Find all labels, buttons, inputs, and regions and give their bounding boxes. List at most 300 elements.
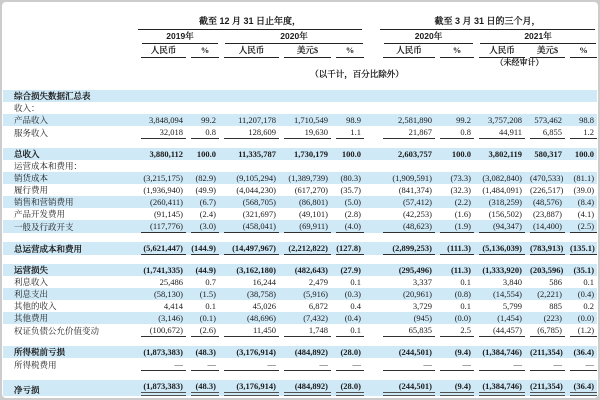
cell-value (474, 102, 525, 114)
table-row (3, 276, 597, 288)
cell-value (331, 90, 364, 102)
cell-value: (484,892) (294, 347, 328, 357)
cell-value: (211,354) (525, 380, 565, 396)
cell-value: (94,347) (474, 220, 525, 233)
cell-value: 3,802,119 (488, 149, 523, 159)
row-label: 利息支出 (14, 289, 49, 299)
group-gap (364, 380, 378, 396)
cell-value: (35.1) (573, 265, 595, 275)
cell-value: (1,384,746) (474, 380, 525, 396)
cell-value: (44,457) (474, 324, 525, 337)
cell-value: (1.5) (199, 289, 216, 299)
cell-value: 98.8 (579, 115, 595, 125)
spacer-row (3, 255, 597, 264)
row-label: 净亏损 (14, 385, 40, 395)
col-pct-2020: % (331, 44, 364, 58)
col-usd-2021q: 美元$ (525, 44, 565, 58)
table-row (3, 380, 597, 396)
col-pct-2019: % (186, 44, 219, 58)
cell-value: (223) (543, 313, 563, 323)
cell-value: 3,880,112 (149, 149, 183, 159)
cell-value: (6.7) (199, 197, 216, 207)
cell-value: 0.8 (435, 126, 474, 139)
cell-value: (49.9) (195, 185, 216, 195)
cell-value: (226,517) (530, 185, 564, 195)
cell-value: (841,374) (398, 185, 433, 195)
cell-value (565, 102, 597, 114)
cell-value: (81.1) (573, 173, 595, 183)
table-row (3, 220, 597, 233)
cell-value (279, 102, 331, 114)
group-gap (364, 196, 378, 208)
cell-value: (1,384,746) (482, 347, 523, 357)
cell-value: (39.0) (573, 185, 595, 195)
cell-value: (27.9) (340, 265, 362, 275)
cell-value: (5,916) (303, 289, 328, 299)
unaudited-note: （未经审计） (495, 58, 544, 67)
row-label: 利息收入 (14, 277, 49, 287)
cell-value: (8.4) (577, 197, 595, 207)
table-row (3, 358, 597, 371)
cell-value: 573,462 (534, 115, 563, 125)
cell-value (474, 160, 525, 172)
cell-value: 100.0 (574, 149, 595, 159)
cell-value: (5,136,039) (474, 242, 525, 255)
cell-value: (260,411) (150, 197, 183, 207)
cell-value: 1,730,179 (294, 149, 328, 159)
period-group-header-row (3, 14, 597, 30)
cell-value (279, 90, 331, 102)
cell-value: (1,484,091) (482, 185, 523, 195)
cell-value: 0.1 (350, 277, 362, 287)
cell-value: 580,317 (534, 149, 563, 159)
cell-value: (28.0) (331, 380, 364, 396)
cell-value: 885 (549, 301, 563, 311)
financial-statement-page (2, 2, 598, 398)
cell-value (525, 160, 565, 172)
cell-value (525, 90, 565, 102)
cell-value: 6,855 (525, 126, 565, 139)
cell-value: 3,848,094 (149, 115, 183, 125)
cell-value: (1,333,920) (482, 265, 523, 275)
cell-value: 128,609 (219, 126, 279, 139)
cell-value: 2,603,757 (398, 149, 433, 159)
group-gap (364, 288, 378, 300)
cell-value: (5,621,447) (136, 242, 186, 255)
cell-value: (211,354) (530, 347, 563, 357)
cell-value (279, 160, 331, 172)
table-row (3, 102, 597, 114)
row-label: 其他费用 (14, 313, 49, 323)
group-gap (364, 208, 378, 220)
cell-value: (44.9) (195, 265, 216, 275)
cell-value: (48,696) (246, 313, 276, 323)
annual-period-title: 截至 12 月 31 日止年度， (138, 14, 362, 30)
cell-value: (69,911) (279, 220, 331, 233)
group-gap (364, 300, 378, 312)
cell-value: 2,581,890 (398, 115, 433, 125)
cell-value: (2.6) (186, 324, 219, 337)
currency-header-row (3, 44, 597, 58)
cell-value: (9.4) (435, 380, 474, 396)
cell-value: (321,697) (242, 209, 276, 219)
cell-value: (1,454) (497, 313, 523, 323)
cell-value (331, 160, 364, 172)
cell-value: — (378, 358, 435, 371)
cell-value: (1.2) (565, 324, 597, 337)
cell-value: 21,867 (378, 126, 435, 139)
cell-value (331, 102, 364, 114)
unit-note: （以千计，百分比除外） (310, 69, 404, 79)
group-gap (364, 126, 378, 139)
group-gap (364, 148, 378, 160)
cell-value: (9,105,294) (236, 173, 276, 183)
cell-value: (156,502) (488, 209, 523, 219)
cell-value: (117,776) (136, 220, 186, 233)
cell-value: 100.0 (341, 149, 362, 159)
cell-value (219, 90, 279, 102)
cell-value: 100.0 (451, 149, 472, 159)
cell-value: (3,215,175) (143, 173, 183, 183)
group-gap (364, 276, 378, 288)
group-gap (364, 220, 378, 233)
row-label: 服务收入 (14, 128, 49, 138)
cell-value (136, 90, 186, 102)
cell-value: (1.6) (454, 209, 472, 219)
cell-value: (48.3) (195, 347, 216, 357)
col-usd-2020: 美元$ (279, 44, 331, 58)
cell-value: (1,389,739) (288, 173, 328, 183)
cell-value: (135.1) (565, 242, 597, 255)
cell-value: 1,710,549 (294, 115, 328, 125)
cell-value: (23,887) (532, 209, 563, 219)
group-gap (364, 264, 378, 276)
cell-value (136, 102, 186, 114)
table-row (3, 90, 597, 102)
cell-value: — (279, 358, 331, 371)
cell-value: (5.0) (344, 197, 362, 207)
cell-value: (2.5) (565, 220, 597, 233)
cell-value: (73.3) (450, 173, 472, 183)
cell-value: (2,899,253) (378, 242, 435, 255)
table-row (3, 312, 597, 324)
cell-value: — (525, 358, 565, 371)
cell-value: — (186, 358, 219, 371)
group-gap (364, 312, 378, 324)
cell-value: 586 (549, 277, 563, 287)
table-row (3, 242, 597, 255)
row-label: 所得税费用 (14, 360, 57, 370)
cell-value: 100.0 (196, 149, 216, 159)
cell-value: (4.0) (331, 220, 364, 233)
cell-value (219, 102, 279, 114)
cell-value: 3,757,208 (488, 115, 523, 125)
cell-value (378, 102, 435, 114)
row-label: 权证负债公允价值变动 (14, 326, 100, 336)
cell-value: 44,911 (474, 126, 525, 139)
cell-value: (9.4) (454, 347, 472, 357)
table-row (3, 300, 597, 312)
year-2019-header: 2019年 (136, 30, 219, 44)
row-label: 销售和营销费用 (14, 197, 74, 207)
cell-value: (945) (413, 313, 433, 323)
cell-value: 11,207,178 (238, 115, 276, 125)
cell-value: — (219, 358, 279, 371)
cell-value: (7,432) (303, 313, 328, 323)
row-label: 销货成本 (14, 173, 49, 183)
cell-value: (4,044,230) (236, 185, 276, 195)
cell-value: (0.1) (199, 313, 216, 323)
cell-value: (57,412) (402, 197, 433, 207)
cell-value: 25,486 (159, 277, 183, 287)
col-pct-2020q: % (435, 44, 474, 58)
group-gap (364, 324, 378, 337)
cell-value: (3,082,840) (482, 173, 523, 183)
cell-value: (0.3) (344, 289, 362, 299)
table-row (3, 148, 597, 160)
cell-value: (3,176,914) (236, 347, 276, 357)
table-row (3, 264, 597, 276)
cell-value: (91,145) (153, 209, 183, 219)
cell-value: (3,176,914) (219, 380, 279, 396)
row-label: 运营成本和费用： (14, 161, 83, 171)
cell-value: 11,450 (219, 324, 279, 337)
cell-value: (6,785) (525, 324, 565, 337)
table-row (3, 208, 597, 220)
quarter-period-header (378, 14, 597, 30)
cell-value: (1,909,591) (392, 173, 433, 183)
cell-value: 1,748 (279, 324, 331, 337)
cell-value: 1.1 (331, 126, 364, 139)
cell-value: 0.1 (205, 301, 216, 311)
spacer-row (3, 233, 597, 242)
table-row (3, 126, 597, 139)
cell-value: (127.8) (331, 242, 364, 255)
year-2021q-header: 2021年 (474, 30, 597, 44)
cell-value (186, 160, 219, 172)
cell-value: (0.8) (454, 289, 472, 299)
table-row (3, 324, 597, 337)
table-row (3, 114, 597, 126)
row-label: 一般及行政开支 (14, 222, 74, 232)
col-rmb-2021q: 人民币 (474, 44, 525, 58)
cell-value: (14,400) (525, 220, 565, 233)
cell-value: (0.4) (344, 313, 362, 323)
cell-value: 65,835 (378, 324, 435, 337)
cell-value (378, 90, 435, 102)
col-rmb-2020q: 人民币 (378, 44, 435, 58)
cell-value (565, 160, 597, 172)
cell-value: (3,162,180) (236, 265, 276, 275)
cell-value: (35.7) (340, 185, 362, 195)
cell-value: 99.2 (456, 115, 472, 125)
group-gap (364, 346, 378, 358)
cell-value: (1,873,383) (136, 380, 186, 396)
cell-value: 0.2 (583, 301, 595, 311)
cell-value: 0.8 (186, 126, 219, 139)
cell-value: (0.4) (577, 289, 595, 299)
cell-value: (14,554) (492, 289, 523, 299)
cell-value (565, 90, 597, 102)
cell-value (474, 90, 525, 102)
cell-value: — (331, 358, 364, 371)
cell-value: (48,576) (532, 197, 563, 207)
table-row (3, 196, 597, 208)
cell-value: (244,501) (378, 380, 435, 396)
cell-value: 98.9 (346, 115, 362, 125)
cell-value: (3.0) (186, 220, 219, 233)
cell-value: (1,936,940) (143, 185, 183, 195)
cell-value: (617,270) (294, 185, 328, 195)
cell-value: (244,501) (398, 347, 433, 357)
unit-note-row (3, 68, 597, 81)
cell-value (435, 90, 474, 102)
cell-value: — (136, 358, 186, 371)
group-gap (364, 90, 378, 102)
spacer-row (3, 337, 597, 346)
cell-value: (48.3) (186, 380, 219, 396)
cell-value (136, 160, 186, 172)
cell-value: 3,337 (412, 277, 433, 287)
table-row (3, 288, 597, 300)
cell-value: 45,026 (252, 301, 276, 311)
cell-value: (2.8) (344, 209, 362, 219)
cell-value: (458,041) (219, 220, 279, 233)
cell-value: 32,018 (136, 126, 186, 139)
table-row (3, 184, 597, 196)
cell-value: 3,840 (502, 277, 523, 287)
year-2020-header: 2020年 (219, 30, 364, 44)
cell-value: 0.1 (583, 277, 595, 287)
cell-value: (295,496) (398, 265, 433, 275)
table-body (3, 90, 597, 396)
cell-value: (2,221) (537, 289, 563, 299)
row-label: 收入： (14, 103, 40, 113)
cell-value: 19,630 (279, 126, 331, 139)
cell-value: (0.0) (454, 313, 472, 323)
cell-value: (32.3) (450, 185, 472, 195)
cell-value: (111.3) (435, 242, 474, 255)
cell-value: — (565, 358, 597, 371)
row-label: 其他的收入 (14, 301, 57, 311)
cell-value: 5,799 (502, 301, 523, 311)
cell-value: (4.1) (577, 209, 595, 219)
year-header-row (3, 30, 597, 44)
cell-value: (484,892) (279, 380, 331, 396)
group-gap (364, 358, 378, 371)
group-gap (364, 102, 378, 114)
cell-value: (14,497,967) (219, 242, 279, 255)
cell-value (435, 102, 474, 114)
cell-value: (2.4) (199, 209, 216, 219)
cell-value: (36.4) (573, 347, 595, 357)
row-label: 运营损失 (14, 265, 49, 275)
cell-value: 16,244 (252, 277, 276, 287)
unaudited-row (3, 58, 597, 68)
cell-value: 0.4 (350, 301, 362, 311)
cell-value: 0.7 (205, 277, 216, 287)
cell-value: (1,741,335) (143, 265, 183, 275)
cell-value: (203,596) (530, 265, 564, 275)
group-gap (364, 172, 378, 184)
cell-value (219, 160, 279, 172)
cell-value (186, 102, 219, 114)
cell-value: (58,130) (153, 289, 183, 299)
year-2020q-header: 2020年 (378, 30, 474, 44)
cell-value: (144.9) (186, 242, 219, 255)
row-label: 产品开发费用 (14, 209, 66, 219)
cell-value: (783,913) (530, 243, 564, 253)
col-rmb-2020: 人民币 (219, 44, 279, 58)
cell-value (435, 160, 474, 172)
cell-value: (42,253) (402, 209, 433, 219)
cell-value: (3,146) (158, 313, 183, 323)
row-label: 总收入 (14, 149, 40, 159)
cell-value: (1.9) (435, 220, 474, 233)
cell-value (378, 160, 435, 172)
cell-value: (82.9) (195, 173, 216, 183)
cell-value: (100,672) (136, 324, 186, 337)
row-label: 所得税前亏损 (14, 347, 66, 357)
cell-value: (1,873,383) (143, 347, 183, 357)
cell-value: (0.0) (577, 313, 595, 323)
cell-value: 0.1 (331, 324, 364, 337)
cell-value: 6,872 (308, 301, 328, 311)
group-gap (364, 114, 378, 126)
group-gap (364, 184, 378, 196)
cell-value: 3,729 (412, 301, 433, 311)
annual-period-header (136, 14, 364, 30)
cell-value: (470,533) (530, 173, 564, 183)
cell-value: (568,705) (242, 197, 276, 207)
table-row (3, 172, 597, 184)
cell-value: (80.3) (340, 173, 362, 183)
spacer-row (3, 139, 597, 148)
group-gap (364, 160, 378, 172)
cell-value: — (474, 358, 525, 371)
cell-value: 0.1 (460, 277, 472, 287)
table-row (3, 160, 597, 172)
cell-value: (11.3) (450, 265, 472, 275)
cell-value: 4,414 (163, 301, 183, 311)
cell-value: (86,801) (298, 197, 328, 207)
cell-value: (2.2) (454, 197, 472, 207)
cell-value: 99.2 (201, 115, 216, 125)
col-pct-2021q: % (565, 44, 597, 58)
cell-value: (36.4) (565, 380, 597, 396)
table-row (3, 346, 597, 358)
cell-value: — (435, 358, 474, 371)
cell-value: 0.1 (460, 301, 472, 311)
cell-value: (20,961) (402, 289, 433, 299)
row-label: 总运营成本和费用 (14, 244, 83, 254)
row-label: 履行费用 (14, 185, 49, 195)
row-label: 综合损失数据汇总表 (14, 91, 91, 101)
cell-value: (318,259) (488, 197, 523, 207)
cell-value: 1.2 (565, 126, 597, 139)
cell-value: 11,335,787 (238, 149, 276, 159)
group-gap (364, 242, 378, 255)
cell-value: (49,101) (298, 209, 328, 219)
cell-value: (28.0) (340, 347, 362, 357)
income-statement-table (3, 14, 597, 396)
col-rmb-2019: 人民币 (136, 44, 186, 58)
cell-value: (2,212,822) (279, 242, 331, 255)
row-label: 产品收入 (14, 115, 49, 125)
cell-value: 2.5 (435, 324, 474, 337)
cell-value: (482,643) (294, 265, 328, 275)
cell-value (525, 102, 565, 114)
